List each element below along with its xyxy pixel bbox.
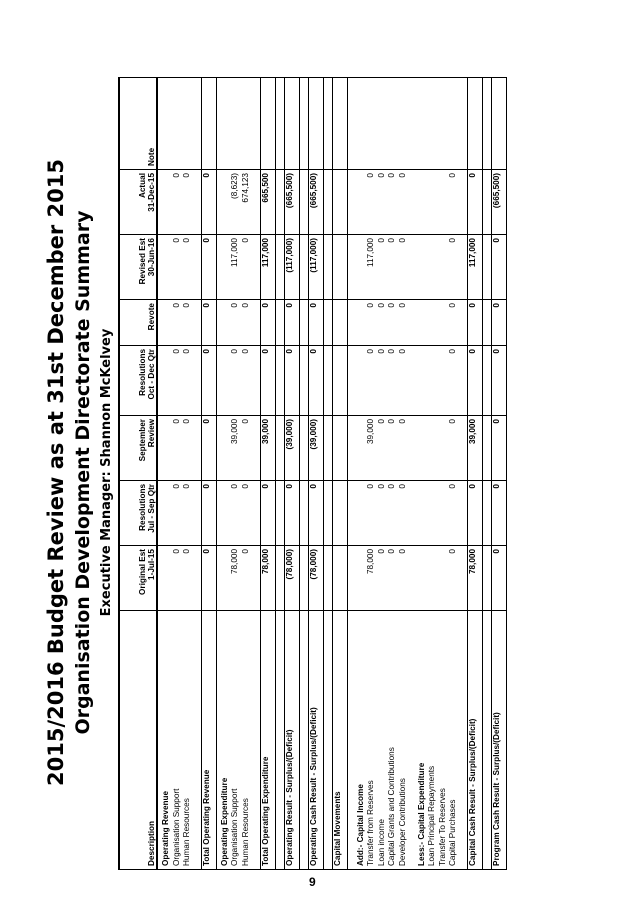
row-note: [284, 78, 299, 170]
table-row: [201, 78, 216, 870]
row-value: 0: [491, 300, 506, 346]
row-value: 0: [241, 546, 252, 611]
rotated-landscape-page: [36, 75, 601, 870]
header-description: Description: [119, 611, 157, 870]
row-value: [438, 300, 449, 346]
table-row: [448, 78, 459, 870]
row-value: [427, 300, 438, 346]
row-value: 0: [201, 546, 216, 611]
row-value: 0: [308, 481, 323, 546]
row-note: [260, 78, 275, 170]
table-row: [398, 78, 409, 870]
row-value: [427, 170, 438, 235]
row-value: [427, 546, 438, 611]
row-value: 0: [172, 300, 183, 346]
row-value: 0: [366, 481, 377, 546]
row-value: 0: [387, 416, 398, 481]
row-value: 0: [172, 546, 183, 611]
row-label: Capital Purchases: [448, 611, 459, 870]
row-note: [308, 78, 323, 170]
row-value: 0: [387, 300, 398, 346]
row-value: 0: [448, 416, 459, 481]
header-actual: Actual 31-Dec-15: [119, 170, 157, 235]
row-value: 0: [230, 300, 241, 346]
row-value: 0: [491, 481, 506, 546]
row-value: 39,000: [230, 416, 241, 481]
row-value: 0: [467, 481, 482, 546]
row-value: 39,000: [366, 416, 377, 481]
row-value: 0: [182, 170, 193, 235]
table-row: [172, 78, 183, 870]
row-value: 0: [284, 346, 299, 416]
row-value: 0: [260, 346, 275, 416]
row-value: [427, 416, 438, 481]
row-value: 0: [448, 481, 459, 546]
table-row: [182, 78, 193, 870]
row-value: 0: [448, 346, 459, 416]
table-row: [308, 78, 323, 870]
row-note: [182, 78, 193, 170]
row-value: 0: [377, 346, 388, 416]
row-value: (78,000): [308, 546, 323, 611]
row-value: 0: [172, 235, 183, 300]
row-value: (665,500): [284, 170, 299, 235]
row-value: 117,000: [467, 235, 482, 300]
row-value: 0: [387, 546, 398, 611]
table-row: [377, 78, 388, 870]
row-value: 0: [172, 170, 183, 235]
row-value: 0: [201, 170, 216, 235]
row-value: [438, 481, 449, 546]
row-value: 0: [366, 300, 377, 346]
row-value: 117,000: [366, 235, 377, 300]
row-value: 0: [448, 300, 459, 346]
row-note: [230, 78, 241, 170]
row-note: [241, 78, 252, 170]
row-value: 0: [241, 346, 252, 416]
row-value: 0: [366, 346, 377, 416]
row-value: 0: [260, 481, 275, 546]
row-note: [172, 78, 183, 170]
row-value: 0: [491, 546, 506, 611]
row-value: 0: [260, 300, 275, 346]
header-resolutions-jul-sep: Resolutions Jul - Sep Qtr: [119, 481, 157, 546]
row-value: 0: [241, 416, 252, 481]
row-value: 0: [398, 416, 409, 481]
row-label: Capital Grants and Contributions: [387, 611, 398, 870]
row-value: 0: [182, 546, 193, 611]
row-value: 0: [377, 235, 388, 300]
row-label: Total Operating Revenue: [201, 611, 216, 870]
row-label: Total Operating Expenditure: [260, 611, 275, 870]
row-value: (117,000): [284, 235, 299, 300]
row-note: [467, 78, 482, 170]
row-label: Capital Cash Result - Surplus/(Deficit): [467, 611, 482, 870]
row-value: 0: [182, 235, 193, 300]
header-row: [119, 78, 157, 870]
row-value: 0: [201, 235, 216, 300]
budget-table: [118, 77, 507, 870]
row-value: (78,000): [284, 546, 299, 611]
row-value: [427, 235, 438, 300]
row-value: 0: [377, 416, 388, 481]
section-add-capital-income: Add:- Capital Income: [356, 78, 367, 870]
row-value: 0: [284, 481, 299, 546]
row-value: 0: [241, 300, 252, 346]
row-value: 78,000: [230, 546, 241, 611]
row-value: 0: [398, 481, 409, 546]
row-value: 0: [448, 235, 459, 300]
row-value: (117,000): [308, 235, 323, 300]
table-row: [427, 78, 438, 870]
table-row: [467, 78, 482, 870]
row-value: 0: [182, 300, 193, 346]
row-value: 0: [172, 416, 183, 481]
row-value: 0: [182, 481, 193, 546]
row-note: [201, 78, 216, 170]
row-label: Organisation Support: [230, 611, 241, 870]
row-value: 0: [230, 481, 241, 546]
row-value: 0: [448, 546, 459, 611]
row-label: Loan Principal Repayments: [427, 611, 438, 870]
row-value: 0: [387, 346, 398, 416]
table-row: [230, 78, 241, 870]
row-value: 39,000: [467, 416, 482, 481]
table-row: [284, 78, 299, 870]
row-label: Human Resources: [241, 611, 252, 870]
header-note: Note: [119, 78, 157, 170]
row-value: (39,000): [308, 416, 323, 481]
row-value: 0: [448, 170, 459, 235]
row-value: 0: [377, 300, 388, 346]
header-resolutions-oct-dec: Resolutions Oct - Dec Qtr: [119, 346, 157, 416]
row-value: 0: [308, 346, 323, 416]
section-operating-expenditure: Operating Expenditure: [220, 78, 231, 870]
section-less-capital-expenditure: Less:- Capital Expenditure: [417, 78, 428, 870]
row-value: [438, 170, 449, 235]
row-value: 0: [491, 235, 506, 300]
row-value: 0: [377, 546, 388, 611]
row-value: 0: [467, 300, 482, 346]
row-value: 0: [366, 170, 377, 235]
row-label: Transfer from Reserves: [366, 611, 377, 870]
header-revised-est: Revised Est 30-Jun-16: [119, 235, 157, 300]
row-value: 674,123: [241, 170, 252, 235]
row-note: [427, 78, 438, 170]
row-value: 0: [387, 481, 398, 546]
section-operating-revenue: Operating Revenue: [161, 78, 172, 870]
row-note: [377, 78, 388, 170]
row-value: [438, 235, 449, 300]
row-value: 0: [491, 416, 506, 481]
table-row: [387, 78, 398, 870]
row-label: Human Resources: [182, 611, 193, 870]
table-row: [438, 78, 449, 870]
row-value: 0: [377, 481, 388, 546]
row-value: [438, 346, 449, 416]
row-value: 0: [201, 300, 216, 346]
section-capital-movements: Capital Movements: [332, 78, 347, 870]
row-value: 78,000: [260, 546, 275, 611]
row-value: 0: [172, 481, 183, 546]
row-value: 0: [398, 346, 409, 416]
row-note: [366, 78, 377, 170]
row-value: 0: [182, 416, 193, 481]
table-row: [366, 78, 377, 870]
row-value: 0: [467, 346, 482, 416]
row-label: Operating Result - Surplus/(Deficit): [284, 611, 299, 870]
row-note: [398, 78, 409, 170]
table-row: [260, 78, 275, 870]
row-value: 0: [201, 346, 216, 416]
row-note: [387, 78, 398, 170]
row-value: 0: [377, 170, 388, 235]
row-value: 0: [201, 416, 216, 481]
row-value: 0: [398, 546, 409, 611]
row-value: 0: [398, 235, 409, 300]
row-value: 78,000: [366, 546, 377, 611]
report-subtitle: Organisation Development Directorate Summary: [72, 210, 94, 735]
row-label: Organisation Support: [172, 611, 183, 870]
row-value: 0: [387, 235, 398, 300]
row-value: 0: [284, 300, 299, 346]
row-note: [491, 78, 506, 170]
row-value: [427, 481, 438, 546]
row-value: 0: [172, 346, 183, 416]
row-value: 0: [467, 170, 482, 235]
row-value: (665,500): [491, 170, 506, 235]
row-value: 0: [241, 235, 252, 300]
row-value: (39,000): [284, 416, 299, 481]
row-value: 0: [308, 300, 323, 346]
row-value: 0: [398, 300, 409, 346]
row-note: [448, 78, 459, 170]
row-value: 0: [491, 346, 506, 416]
row-value: 0: [387, 170, 398, 235]
table-row: [241, 78, 252, 870]
page-number: 9: [309, 875, 316, 889]
row-value: 665,500: [260, 170, 275, 235]
row-value: 39,000: [260, 416, 275, 481]
row-value: 117,000: [260, 235, 275, 300]
row-value: 117,000: [230, 235, 241, 300]
executive-manager: Executive Manager: Shannon McKelvey: [99, 328, 114, 617]
row-label: Transfer To Reserves: [438, 611, 449, 870]
row-value: 0: [230, 346, 241, 416]
row-value: 0: [182, 346, 193, 416]
row-value: (8,623): [230, 170, 241, 235]
row-value: [438, 416, 449, 481]
row-value: 78,000: [467, 546, 482, 611]
row-label: Operating Cash Result - Surplus/(Deficit): [308, 611, 323, 870]
row-value: (665,500): [308, 170, 323, 235]
row-value: 0: [241, 481, 252, 546]
row-value: 0: [201, 481, 216, 546]
header-september-review: September Review: [119, 416, 157, 481]
row-label: Program Cash Result - Surplus/(Deficit): [491, 611, 506, 870]
header-revote: Revote: [119, 300, 157, 346]
row-value: [427, 346, 438, 416]
report-title: 2015/2016 Budget Review as at 31st December 2015: [44, 159, 68, 786]
row-value: 0: [398, 170, 409, 235]
header-original-est: Original Est 1-Jul-15: [119, 546, 157, 611]
table-row: [491, 78, 506, 870]
row-note: [438, 78, 449, 170]
row-label: Developer Contributions: [398, 611, 409, 870]
row-value: [438, 546, 449, 611]
row-label: Loan income: [377, 611, 388, 870]
